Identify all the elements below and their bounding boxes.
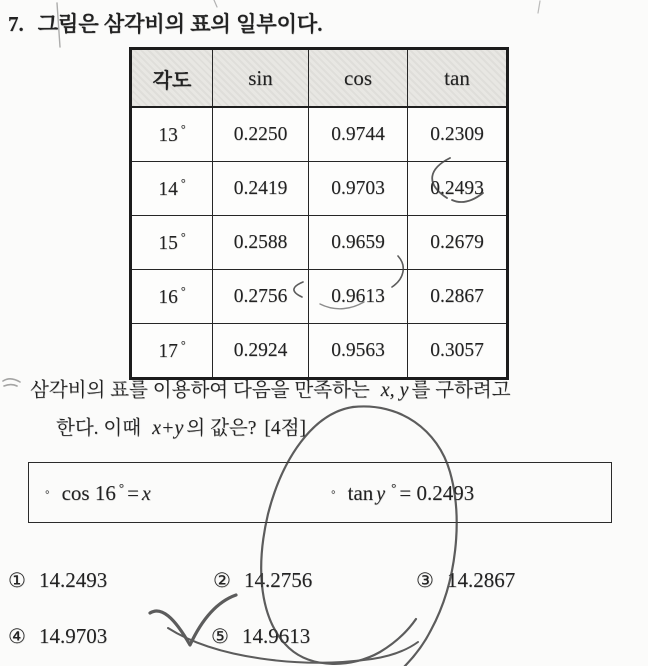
sin-cell: 0.2756 xyxy=(213,270,309,324)
col-header-cos: cos xyxy=(309,49,408,108)
equation-tan: ◦ tan y ° = 0.2493 xyxy=(331,479,475,505)
variable-x: x xyxy=(141,482,151,505)
col-header-angle: 각도 xyxy=(131,49,213,108)
table-row xyxy=(131,216,508,270)
tan-cell: 0.2679 xyxy=(408,216,508,270)
choice-value: 14.2867 xyxy=(446,568,516,592)
angle-cell: 17 ° xyxy=(131,324,213,379)
variable-y: y xyxy=(376,482,386,505)
table-row xyxy=(131,270,508,324)
choice-marker: ① xyxy=(8,568,26,592)
question-number: 7. xyxy=(8,12,24,36)
degree-symbol: ° xyxy=(118,479,125,495)
choice-value: 14.2756 xyxy=(243,568,313,592)
scan-artifact-line xyxy=(214,0,217,7)
degree-symbol: ° xyxy=(180,338,186,352)
expression-x-plus-y: x+y xyxy=(152,417,184,439)
question-text-line2: 한다. 이때 x+y 의 값은? [4점] xyxy=(56,417,306,439)
answer-choice-3 xyxy=(416,568,515,593)
variables-xy: x, y xyxy=(380,379,409,401)
tan-cell: 0.2309 xyxy=(408,107,508,162)
choice-value: 14.9613 xyxy=(241,624,311,648)
choice-value: 14.9703 xyxy=(38,624,108,648)
table-row xyxy=(131,107,508,162)
choice-marker: ② xyxy=(213,568,231,592)
table-row xyxy=(131,324,508,379)
answer-choice-5 xyxy=(211,624,310,649)
cos-cell: 0.9563 xyxy=(309,324,408,379)
pen-ellipse-annotation xyxy=(353,406,457,666)
degree-symbol: ° xyxy=(180,230,186,244)
answer-choice-2 xyxy=(213,568,312,593)
choice-value: 14.2493 xyxy=(38,568,108,592)
degree-symbol: ° xyxy=(180,122,186,136)
tan-cell: 0.2493 xyxy=(408,162,508,216)
angle-cell: 16 ° xyxy=(131,270,213,324)
table-header-row xyxy=(131,49,508,108)
angle-cell: 13 ° xyxy=(131,107,213,162)
points-badge: [4점] xyxy=(264,418,306,439)
degree-symbol: ° xyxy=(180,284,186,298)
degree-symbol: ° xyxy=(391,479,397,495)
table-row xyxy=(131,162,508,216)
col-header-sin: sin xyxy=(213,49,309,108)
sin-cell: 0.2250 xyxy=(213,107,309,162)
bullet-icon: ◦ xyxy=(331,483,336,499)
choice-marker: ③ xyxy=(416,568,434,592)
answer-choice-1 xyxy=(8,568,107,593)
margin-squiggle xyxy=(3,379,20,386)
choice-marker: ⑤ xyxy=(211,624,229,648)
sin-cell: 0.2419 xyxy=(213,162,309,216)
sin-cell: 0.2924 xyxy=(213,324,309,379)
cos-cell: 0.9613 xyxy=(309,270,408,324)
tan-cell: 0.2867 xyxy=(408,270,508,324)
question-text-line1: 삼각비의 표를 이용하여 다음을 만족하는 x, y 를 구하려고 xyxy=(30,379,511,401)
conditions-box xyxy=(28,462,612,523)
cos-cell: 0.9659 xyxy=(309,216,408,270)
trig-ratio-table xyxy=(129,47,509,380)
col-header-tan: tan xyxy=(408,49,508,108)
sin-cell: 0.2588 xyxy=(213,216,309,270)
scan-artifact-line xyxy=(538,1,540,13)
answer-choice-4 xyxy=(8,624,107,649)
angle-cell: 15 ° xyxy=(131,216,213,270)
cos-cell: 0.9744 xyxy=(309,107,408,162)
question-title xyxy=(8,8,322,38)
bullet-icon: ◦ xyxy=(45,483,50,499)
choice-marker: ④ xyxy=(8,624,26,648)
question-title-text: 그림은 삼각비의 표의 일부이다. xyxy=(37,12,323,36)
equation-cos: ◦ cos 16 ° = x xyxy=(45,480,154,506)
angle-cell: 14 ° xyxy=(131,162,213,216)
degree-symbol: ° xyxy=(180,176,186,190)
tan-cell: 0.3057 xyxy=(408,324,508,379)
cos-cell: 0.9703 xyxy=(309,162,408,216)
